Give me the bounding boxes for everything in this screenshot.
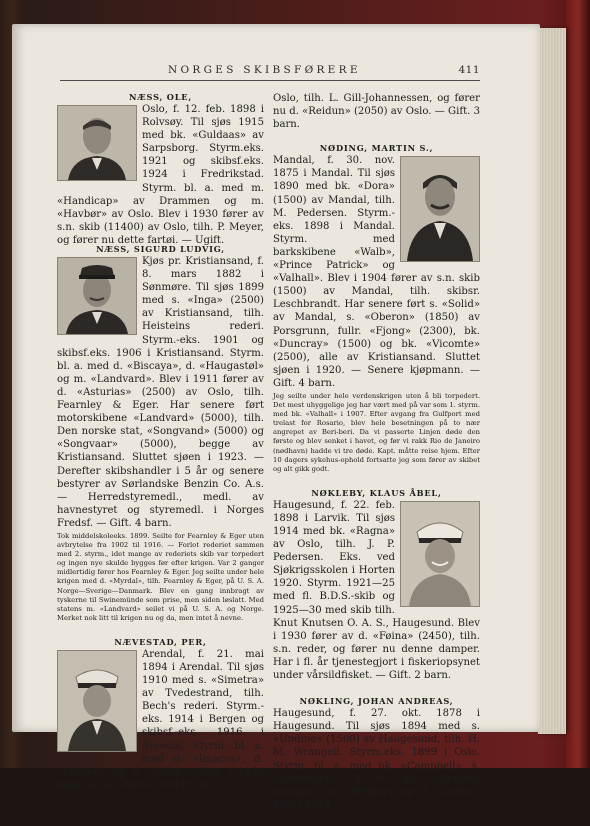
entry-text: Haugesund, f. 22. feb. 1898 i Larvik. Til sjøs 1914 med bk. «Ragna» av Oslo, tilh. J. P. Pedersen. Eks. ved Sjøkrigsskolen i Horten 1920. Styrm. 1921—25 med fl. B.D.S.-skib og 1925—30 med skib tilh. Knut Knutsen O. A. S., Haugesund. Blev i 1930 fører av d. «Føina» (2450), tilh. s.n. reder, og fører nu denne damper. Har i fl. år tjenestegjort i fiskeriopsynet under vårsildfisket. — Gift. 2 barn. xyxy=(273,499,480,682)
entry-naess-ole xyxy=(57,92,264,246)
entry-text: Haugesund, f. 27. okt. 1878 i Haugesund. Til sjøs 1894 med s. «Undine» (1500) av Haugesund, tilh. H. M. Wrangell. Styrm.eks. 1899 i Oslo. Styrm. bl. a. med bk. «Campbell», s. «Særimner», 4 m. bk. «General Gordon», d. «Steinar» og d. «Dicto». Blev i 1912 xyxy=(273,708,480,811)
entry-name: NØDING, MARTIN S., xyxy=(319,143,434,154)
entry-continuation xyxy=(273,92,480,131)
portrait-photo-icon xyxy=(57,105,137,181)
entry-name: NØKLEBY, KLAUS ÅBEL, xyxy=(311,487,442,498)
entry-name: NÆSS, SIGURD LUDVIG, xyxy=(96,244,225,254)
right-column xyxy=(273,92,480,826)
portrait-photo-icon xyxy=(57,257,137,335)
entry-noding-martin xyxy=(273,143,480,474)
entry-text: Arendal, f. 21. mai 1894 i Arendal. Til sjøs 1910 med s. «Simetra» av Tvedestrand, tilh. Bech's rederi. Styrm.-eks. 1914 i Bergen og skibsf.-eks. 1916 i Arendal. Styrm. bl. a. med d. «Imacos», d. «Freden» og d. «Matti». Blev i 1930 fører av m. «Beth» (10475) av xyxy=(57,648,264,791)
entry-naess-sigurd xyxy=(57,244,264,623)
running-header xyxy=(60,64,480,81)
portrait-photo-icon xyxy=(401,157,479,261)
portrait-photo-icon xyxy=(400,501,480,607)
page-edges xyxy=(538,28,566,734)
portrait-photo-icon xyxy=(401,502,479,606)
entry-note: Tok middelskoleeks. 1899. Seilte for Fearnley & Eger uten avbrytelse fra 1902 til 1916. — Forlot rederiet sammen med 2. styrm., idet mange av rederiets skib var torpedert og ingen nye skulde bygges før efter krigen. Var 2 ganger midlertidig fører hos Fearnley & Eger. Jeg seilte under hele krigen med d. «Myrdal», tilh. Fearnley & Eger, på U. S. A. Norge—Sverige—Danmark. Blev en gang innbragt av tyskerne til Swinemünde som prise, men siden løslatt. Med statens m. «Landvard» seilet vi på U. S. A. og Norge. Merket nok litt til krigen nu og da, men intet å nevne. xyxy=(57,531,264,622)
entry-nokling-johan xyxy=(273,696,480,812)
entry-note: Jeg seilte under hele verdenskrigen uten å bli torpedert. Det mest uhyggelige jeg har vært med på var som 1. styrm. med bk. «Valhall» i 1907. Efter avgang fra Gulfport med trelast for Rosario, blev hele besetningen på to nær angrepet av Beri-beri. Da vi passerte Linjen døde den første og blev senket i havet, og før vi rakk Rio de Janeiro (nødhavn) hadde vi tre døde. Kapt. måtte reise hjem. Efter 10 dagers sykehus-ophold fortsatte jeg som fører av skibet og alt gikk godt. xyxy=(273,391,480,473)
entry-text: Kjøs pr. Kristiansand, f. 8. mars 1882 i Sønmøre. Til sjøs 1899 med s. «Inga» (2500) av Kristiansand, tilh. Heisteins rederi. Styrm.-eks. 1901 og skibsf.eks. 1906 i Kristiansand. Styrm. bl. a. med d. «Biscaya», d. «Haugastøl» og m. «Landvard». Blev i 1911 fører av d. «Asturias» (2500) av Oslo, tilh. Fearnley & Eger. Har senere ført motorskibene «Landvard» (5000), tilh. Den norske stat, «Songvand» (5000) og «Songvaar» (5000), begge av Kristiansand. Sluttet sjøen i 1923. — Derefter skibshandler i 5 år og senere bestyrer av Sørlandske Benzin Co. A.s. — Herredstyremedl., medl. av havnestyret og styremedl. i Norges Fredsf. — Gift. 4 barn. xyxy=(57,256,264,529)
entry-name: NÆSS, OLE, xyxy=(129,92,192,102)
entry-name: NÆVESTAD, PER, xyxy=(114,636,207,647)
portrait-photo-icon xyxy=(58,258,136,334)
page-number: 411 xyxy=(458,64,480,76)
entry-name: NØKLING, JOHAN ANDREAS, xyxy=(299,696,454,707)
portrait-photo-icon xyxy=(57,650,137,752)
entry-text: Mandal, f. 30. nov. 1875 i Mandal. Til sjøs 1890 med bk. «Dora» (1500) av Mandal, tilh. M. Pedersen. Styrm.-eks. 1898 i Mandal. Styrm. med barkskibene «Walb», «Prince Patrick» og «Valhall». Blev i 1904 fører av s.n. skib (1500) av Mandal, tilh. skibsr. Leschbrandt. Har senere ført s. «Solid» av Mandal, s. «Oberon» (1850) av Porsgrunn, fullr. «Fjong» (2300), bk. «Duncray» (1500) og bk. «Vicomte» (2500), alle av Kristiansand. Sluttet sjøen i 1920. — Senere kjøpmann. — Gift. 4 barn. xyxy=(273,155,480,389)
entry-nokleby-klaus xyxy=(273,488,480,682)
entry-text: Oslo, f. 12. feb. 1898 i Rolvsøy. Til sjøs 1915 med bk. «Guldaas» av Sarpsborg. Styrm.eks. 1921 og skibsf.eks. 1924 i Fredrikstad. Styrm. bl. a. med m. «Handicap» av Drammen og m. «Havbør» av Oslo. Blev i 1930 fører av s.n. skib (11400) av Oslo, tilh. P. Meyer, og fører nu dette fartøi. — Ugift. xyxy=(57,104,264,246)
portrait-photo-icon xyxy=(58,106,136,180)
entry-naevestad-per xyxy=(57,637,264,792)
page-title: NORGES SKIBSFØRERE xyxy=(168,64,361,76)
portrait-photo-icon xyxy=(400,156,480,262)
left-column xyxy=(57,92,264,806)
entry-text: Oslo, tilh. L. Gill-Johannessen, og fører nu d. «Reidun» (2050) av Oslo. — Gift. 3 barn. xyxy=(273,93,480,131)
portrait-photo-icon xyxy=(58,651,136,751)
book-cover-edge xyxy=(566,0,590,768)
